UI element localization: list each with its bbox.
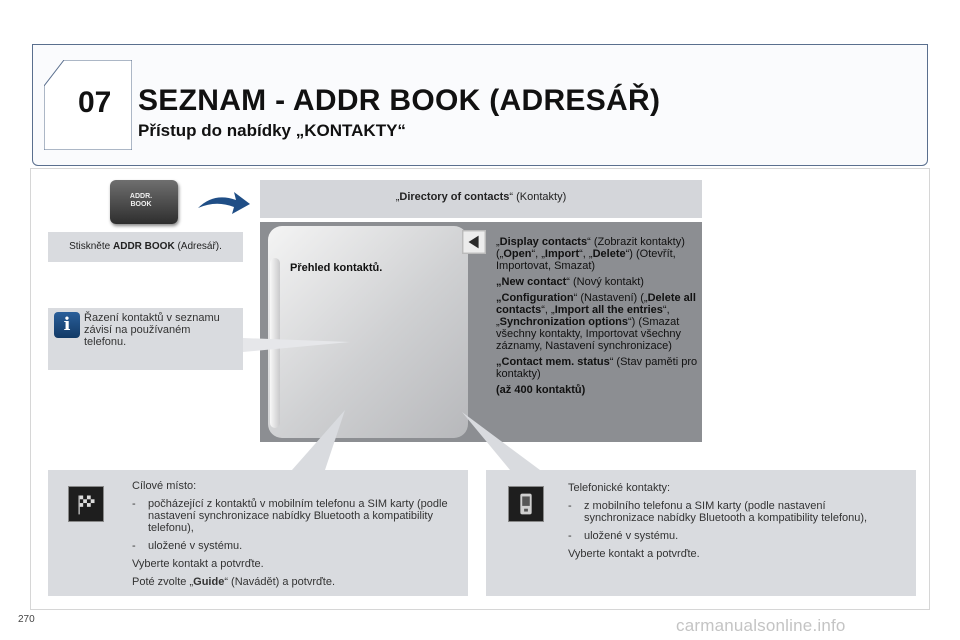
screen-header-text: „Directory of contacts“ (Kontakty) bbox=[395, 191, 567, 203]
phone-confirm: Vyberte kontakt a potvrďte. bbox=[568, 548, 700, 560]
page-title: SEZNAM - ADDR BOOK (ADRESÁŘ) bbox=[138, 84, 661, 117]
phone-contacts-content bbox=[568, 482, 898, 566]
checkered-flag-icon bbox=[68, 486, 104, 522]
page-subtitle: Přístup do nabídky „KONTAKTY“ bbox=[138, 121, 406, 140]
destination-item: - uložené v systému. bbox=[132, 540, 243, 552]
destination-confirm: Vyberte kontakt a potvrďte. bbox=[132, 558, 264, 570]
addr-book-button-label: ADDR. BOOK bbox=[129, 193, 153, 208]
destination-heading: Cílové místo: bbox=[132, 480, 197, 492]
chapter-number: 07 bbox=[78, 86, 112, 119]
phone-heading: Telefonické kontakty: bbox=[568, 482, 671, 494]
mobile-phone-icon bbox=[508, 486, 544, 522]
destination-guide: Poté zvolte „Guide“ (Navádět) a potvrďte. bbox=[132, 576, 336, 588]
phone-item: - z mobilního telefonu a SIM karty (podle nastavení synchronizace nabídky Bluetooth a kompatibility telefonu), bbox=[568, 500, 868, 524]
info-text: Řazení kontaktů v seznamu závisí na používaném telefonu. bbox=[84, 312, 220, 348]
destination-item: - počházející z kontaktů v mobilním telefonu a SIM karty (podle nastavení synchronizace nabídky Bluetooth a kompatibility telefonu), bbox=[132, 498, 448, 534]
phone-item: - uložené v systému. bbox=[568, 530, 679, 542]
menu-description: „Display contacts“ (Zobrazit kontakty) („Open“, „Import“, „Delete“) (Otevřít, Importovat, Smazat) „New contact“ (Nový kontakt) „Configuration“ (Nastavení) („Delete all contacts“, „Import all the entries“, „Synchronization options“) (Smazat všechny kontakty, Importovat všechny záznamy, Nastavení synchronizace) „Contact mem. status“ (Stav paměti pro kontakty) (až 400 kontaktů) bbox=[496, 236, 698, 396]
info-callout-wedge bbox=[243, 338, 350, 352]
destination-callout-wedge bbox=[292, 410, 345, 470]
info-icon: i bbox=[54, 312, 80, 338]
phone-callout-wedge bbox=[462, 412, 540, 470]
watermark-text: carmanualsonline.info bbox=[676, 616, 846, 635]
screen-menu-title: Přehled kontaktů. bbox=[290, 262, 383, 274]
instruction-text: Stiskněte ADDR BOOK (Adresář). bbox=[69, 241, 222, 252]
destination-content bbox=[132, 480, 452, 594]
page-number: 270 bbox=[18, 614, 35, 625]
